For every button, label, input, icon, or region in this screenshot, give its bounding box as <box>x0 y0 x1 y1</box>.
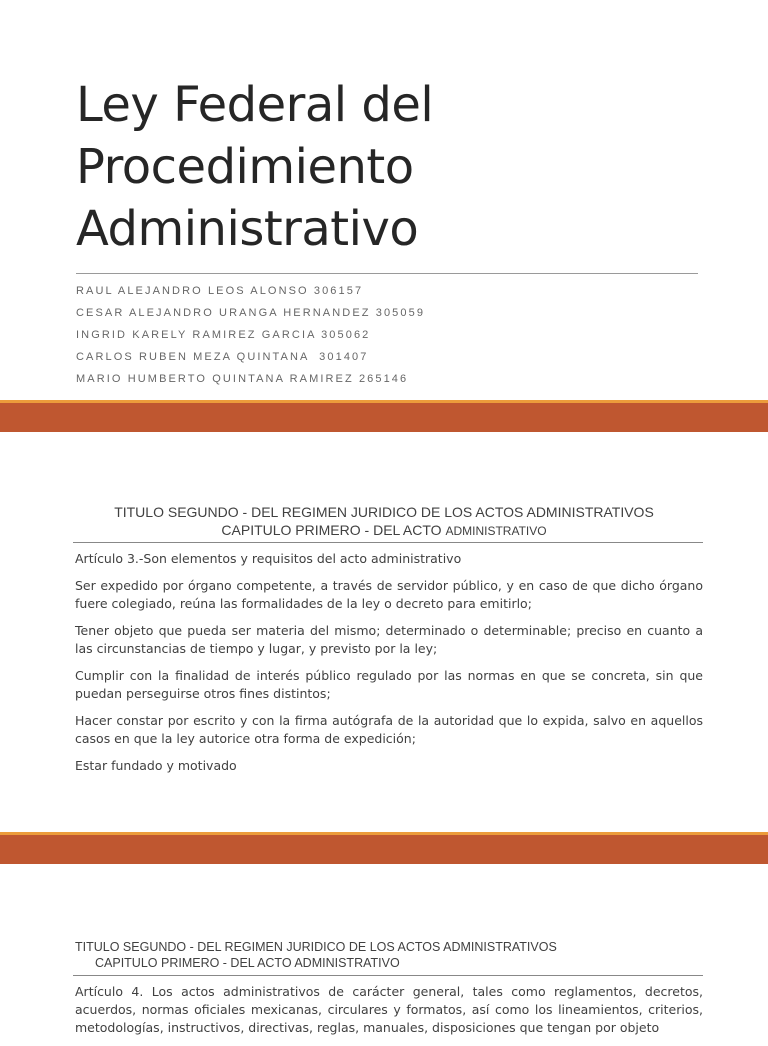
slide-heading <box>75 939 557 971</box>
article-body <box>75 550 703 784</box>
heading-chapter <box>0 521 768 540</box>
article-paragraph: Artículo 3.-Son elementos y requisitos del acto administrativo <box>75 551 462 566</box>
article-paragraph: Tener objeto que pueda ser materia del mismo; determinado o determinable; preciso en cuanto a las circunstancias de tiempo y lugar, y previsto por la ley; <box>75 623 703 656</box>
author-list <box>76 280 425 390</box>
author-item: INGRID KARELY RAMIREZ GARCIA 305062 <box>76 329 371 341</box>
author-item: RAUL ALEJANDRO LEOS ALONSO 306157 <box>76 285 364 297</box>
heading-divider <box>73 975 703 976</box>
article-paragraph: Hacer constar por escrito y con la firma autógrafa de la autoridad que lo expida, salvo en aquellos casos en que la ley autorice otra forma de expedición; <box>75 713 703 746</box>
heading-title: TITULO SEGUNDO - DEL REGIMEN JURIDICO DE LOS ACTOS ADMINISTRATIVOS <box>75 940 557 954</box>
slide-separator-band <box>0 400 768 432</box>
slide-heading <box>0 503 768 540</box>
article-paragraph: Cumplir con la finalidad de interés público regulado por las normas en que se concreta, sin que puedan perseguirse otros fines distintos; <box>75 668 703 701</box>
heading-divider <box>73 542 703 543</box>
article-3-slide <box>0 432 768 832</box>
author-item: CESAR ALEJANDRO URANGA HERNANDEZ 305059 <box>76 307 426 319</box>
article-4-slide <box>0 864 768 1035</box>
author-item: CARLOS RUBEN MEZA QUINTANA 301407 <box>76 351 369 363</box>
article-paragraph: Ser expedido por órgano competente, a través de servidor público, y en caso de que dicho órgano fuere colegiado, reúna las formalidades de la ley o decreto para emitirlo; <box>75 578 703 611</box>
title-slide <box>0 0 768 400</box>
title-line: Ley Federal del <box>76 77 434 133</box>
heading-chapter-part: CAPITULO PRIMERO - DEL ACTO <box>221 522 446 538</box>
title-line: Administrativo <box>76 201 419 257</box>
article-paragraph: Artículo 4. Los actos administrativos de carácter general, tales como reglamentos, decretos, acuerdos, normas oficiales mexicanas, circulares y formatos, así como los lineamientos, criterios, metodologías, instructivos, directivas, reglas, manuales, disposiciones que tengan por objeto <box>75 984 703 1035</box>
heading-chapter: CAPITULO PRIMERO - DEL ACTO ADMINISTRATIVO <box>95 956 400 970</box>
heading-chapter-small: ADMINISTRATIVO <box>445 524 547 538</box>
document-title <box>76 74 716 260</box>
title-divider <box>76 273 698 274</box>
article-paragraph: Estar fundado y motivado <box>75 758 237 773</box>
article-body <box>75 983 703 1046</box>
title-line: Procedimiento <box>76 139 414 195</box>
author-item: MARIO HUMBERTO QUINTANA RAMIREZ 265146 <box>76 373 409 385</box>
slide-separator-band <box>0 832 768 864</box>
heading-title: TITULO SEGUNDO - DEL REGIMEN JURIDICO DE LOS ACTOS ADMINISTRATIVOS <box>114 504 654 520</box>
